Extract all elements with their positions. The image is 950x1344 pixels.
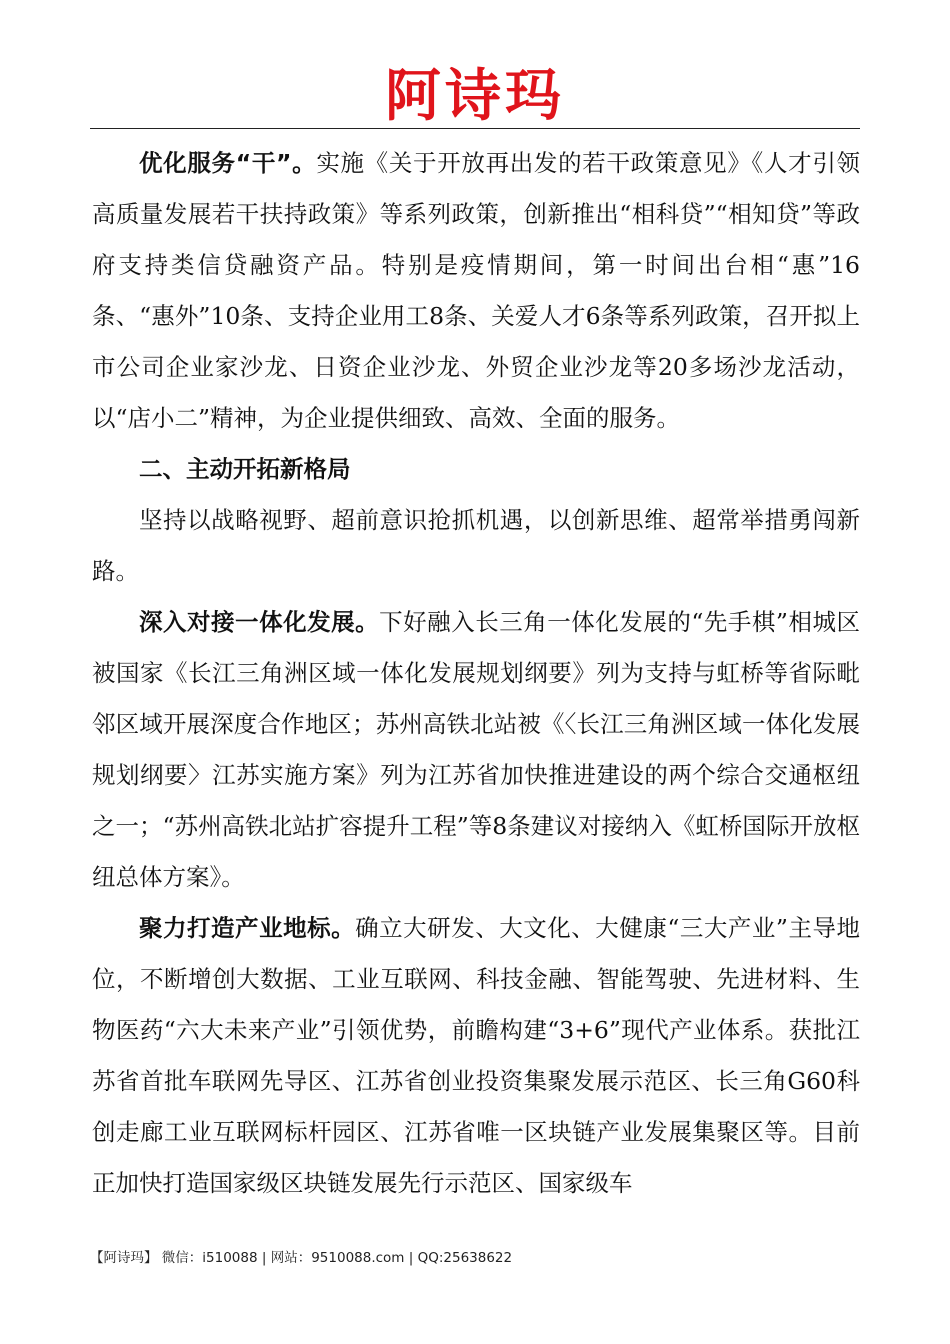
paragraph-text: 实施《关于开放再出发的若干政策意见》《人才引领高质量发展若干扶持政策》等系列政策，创新推出“相科贷”“相知贷”等政府支持类信贷融资产品。特别是疫情期间，第一时间出台相“惠”16条、“惠外”10条、支持企业用工8条、关爱人才6条等系列政策，召开拟上市公司企业家沙龙、日资企业沙龙、外贸企业沙龙等20多场沙龙活动，以“店小二”精神，为企业提供细致、高效、全面的服务。 — [92, 149, 861, 432]
paragraph-lead: 优化服务“干”。 — [139, 149, 317, 177]
paragraph-industry — [92, 903, 860, 1209]
footer-contact: 【阿诗玛】 微信：i510088 | 网站：9510088.com | QQ:25638622 — [90, 1250, 513, 1266]
brand-logo: 阿诗玛 — [385, 64, 565, 129]
document-body — [92, 138, 860, 1209]
paragraph-service — [92, 138, 860, 444]
paragraph-strategy: 坚持以战略视野、超前意识抢抓机遇，以创新思维、超常举措勇闯新路。 — [92, 506, 860, 585]
paragraph-text: 确立大研发、大文化、大健康“三大产业”主导地位，不断增创大数据、工业互联网、科技金融、智能驾驶、先进材料、生物医药“六大未来产业”引领优势，前瞻构建“3+6”现代产业体系。获批江苏省首批车联网先导区、江苏省创业投资集聚发展示范区、长三角G60科创走廊工业互联网标杆园区、江苏省唯一区块链产业发展集聚区等。目前正加快打造国家级区块链发展先行示范区、国家级车 — [92, 914, 860, 1197]
paragraph-lead: 聚力打造产业地标。 — [139, 914, 356, 942]
paragraph-text: 下好融入长三角一体化发展的“先手棋”相城区被国家《长江三角洲区域一体化发展规划纲要》列为支持与虹桥等省际毗邻区域开展深度合作地区；苏州高铁北站被《〈长江三角洲区域一体化发展规划纲要〉江苏实施方案》列为江苏省加快推进建设的两个综合交通枢纽之一；“苏州高铁北站扩容提升工程”等8条建议对接纳入《虹桥国际开放枢纽总体方案》。 — [92, 608, 860, 891]
header-divider — [90, 128, 860, 129]
paragraph-integration — [92, 597, 860, 903]
section-heading: 二、主动开拓新格局 — [139, 455, 351, 483]
paragraph-lead: 深入对接一体化发展。 — [139, 608, 380, 636]
